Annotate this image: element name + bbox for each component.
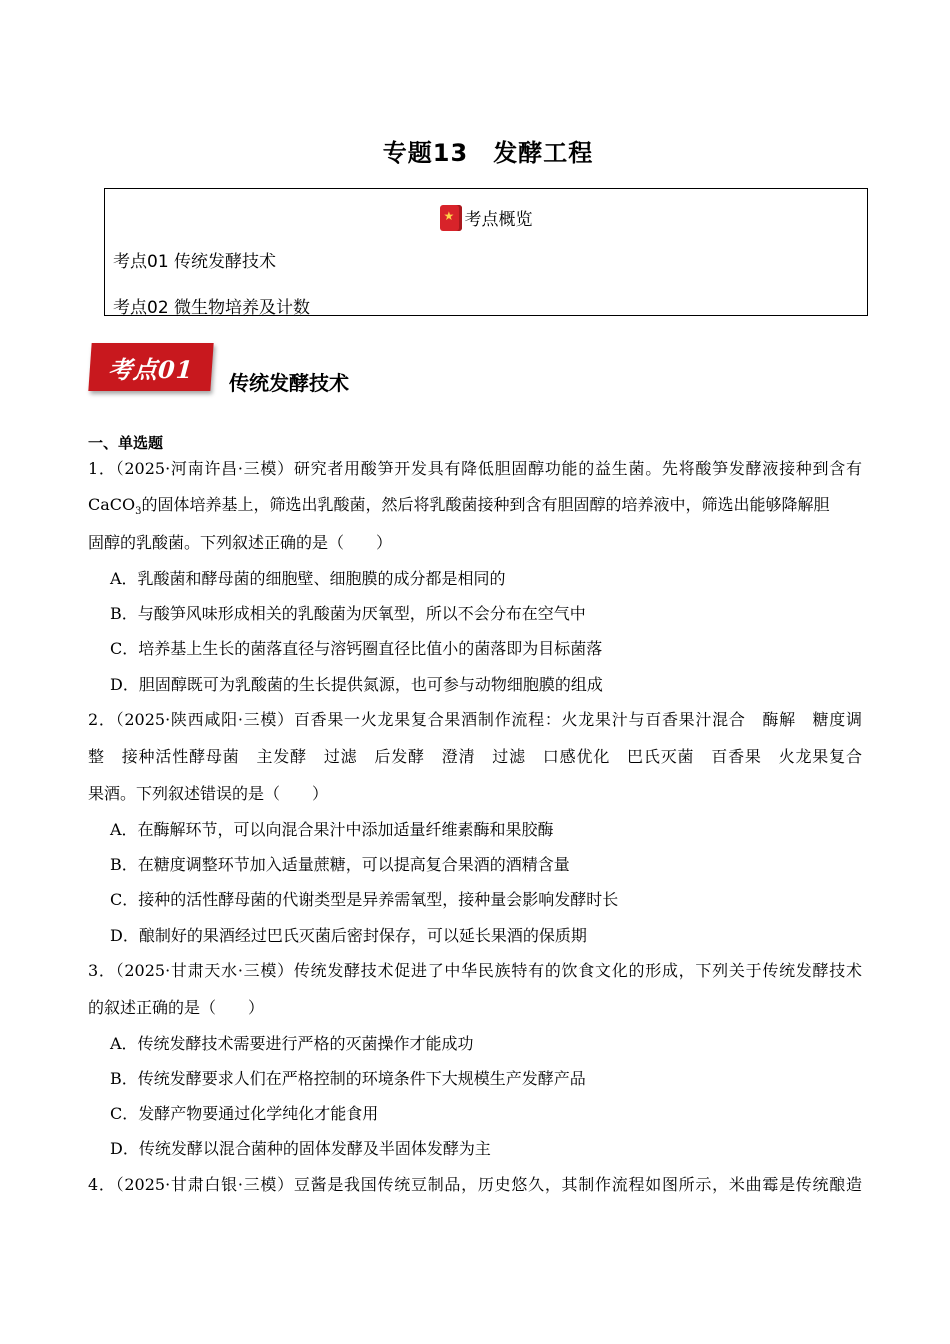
question-3-line-2: 的叙述正确的是（ ） [88,998,265,1017]
question-1-option-a: A．乳酸菌和酵母菌的细胞壁、细胞膜的成分都是相同的 [110,569,506,588]
question-3-option-c: C．发酵产物要通过化学纯化才能食用 [110,1104,379,1123]
question-1-option-b: B．与酸笋风味形成相关的乳酸菌为厌氧型，所以不会分布在空气中 [110,604,586,623]
question-3-line-1: 3．（2025·甘肃天水·三模）传统发酵技术促进了中华民族特有的饮食文化的形成，下列关于传统发酵技术 [88,961,862,980]
overview-heading-row [105,205,867,231]
question-2-line-1: 2．（2025·陕西咸阳·三模）百香果一火龙果复合果酒制作流程：火龙果汁与百香果汁混合 酶解 糖度调 [88,710,862,729]
question-1-line-2-text: 的固体培养基上，筛选出乳酸菌，然后将乳酸菌接种到含有胆固醇的培养液中，筛选出能够降解胆 [141,495,830,514]
question-1-line-3: 固醇的乳酸菌。下列叙述正确的是（ ） [88,533,393,552]
question-3-option-a: A．传统发酵技术需要进行严格的灭菌操作才能成功 [110,1034,474,1053]
question-2-option-a: A．在酶解环节，可以向混合果汁中添加适量纤维素酶和果胶酶 [110,820,554,839]
question-2-option-d: D．酿制好的果酒经过巴氏灭菌后密封保存，可以延长果酒的保质期 [110,926,587,945]
question-4-line-1: 4．（2025·甘肃白银·三模）豆酱是我国传统豆制品，历史悠久，其制作流程如图所示，米曲霉是传统酿造 [88,1175,862,1194]
question-2-line-3: 果酒。下列叙述错误的是（ ） [88,784,329,803]
question-2-option-b: B．在糖度调整环节加入适量蔗糖，可以提高复合果酒的酒精含量 [110,855,570,874]
question-2-option-c: C．接种的活性酵母菌的代谢类型是异养需氧型，接种量会影响发酵时长 [110,890,619,909]
question-3-option-d: D．传统发酵以混合菌种的固体发酵及半固体发酵为主 [110,1139,491,1158]
page-title: 专题13 发酵工程 [382,139,594,167]
overview-box [104,188,868,316]
question-1-line-1: 1．（2025·河南许昌·三模）研究者用酸笋开发具有降低胆固醇功能的益生菌。先将酸笋发酵液接种到含有 [88,459,862,478]
overview-item-1: 考点01 传统发酵技术 [113,252,277,272]
section-badge-label: 考点01 [107,354,195,384]
formula-subscript: 3 [135,506,142,518]
formula: CaCO [88,495,136,514]
book-icon [440,205,462,231]
overview-item-2: 考点02 微生物培养及计数 [113,298,311,318]
question-1-option-d: D．胆固醇既可为乳酸菌的生长提供氮源，也可参与动物细胞膜的组成 [110,675,603,694]
question-3-option-b: B．传统发酵要求人们在严格控制的环境条件下大规模生产发酵产品 [110,1069,586,1088]
question-1-line-2 [88,492,830,517]
question-2-line-2: 整 接种活性酵母菌 主发酵 过滤 后发酵 澄清 过滤 口感优化 巴氏灭菌 百香果 火龙果复合 [88,747,862,766]
question-1-option-c: C．培养基上生长的菌落直径与溶钙圈直径比值小的菌落即为目标菌落 [110,639,603,658]
section-title: 传统发酵技术 [229,371,349,395]
overview-heading: 考点概览 [464,210,533,230]
section-badge [88,343,213,391]
subheading: 一、单选题 [88,434,164,452]
